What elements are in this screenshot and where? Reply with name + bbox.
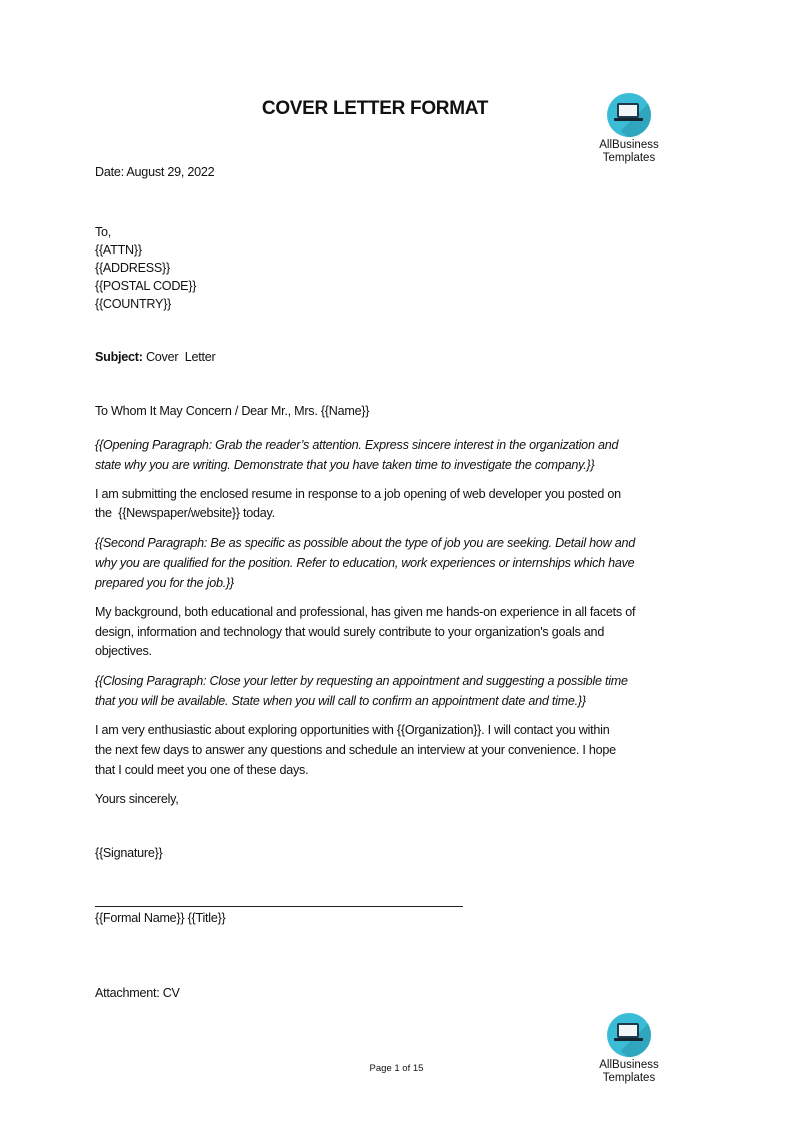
laptop-icon bbox=[607, 1013, 651, 1057]
signature-line bbox=[95, 906, 463, 907]
paragraph-line: {{Second Paragraph: Be as specific as possible about the type of job you are seeking. Detail how and bbox=[95, 536, 635, 550]
paragraph-line: design, information and technology that would surely contribute to your organization's goals and bbox=[95, 625, 605, 639]
paragraph-line: objectives. bbox=[95, 644, 152, 658]
signature-placeholder: {{Signature}} bbox=[95, 846, 163, 860]
paragraph-line: that I could meet you one of these days. bbox=[95, 763, 309, 777]
paragraph-line: I am very enthusiastic about exploring opportunities with {{Organization}}. I will contact you within bbox=[95, 723, 610, 737]
address-line: To, bbox=[95, 225, 112, 239]
logo-text-1: AllBusiness bbox=[599, 1059, 659, 1071]
paragraph-line: the next few days to answer any questions and schedule an interview at your convenience. I hope bbox=[95, 743, 616, 757]
paragraph-line: {{Closing Paragraph: Close your letter by requesting an appointment and suggesting a possible time bbox=[95, 674, 628, 688]
salutation: To Whom It May Concern / Dear Mr., Mrs. {{Name}} bbox=[95, 404, 370, 418]
paragraph-line: that you will be available. State when you will call to confirm an appointment date and time.}} bbox=[95, 694, 586, 708]
allbusiness-logo-footer bbox=[584, 1013, 674, 1085]
paragraph-line: My background, both educational and professional, has given me hands-on experience in all facets of bbox=[95, 605, 636, 619]
logo-text-1: AllBusiness bbox=[599, 139, 659, 151]
paragraph-line: why you are qualified for the position. Refer to education, work experiences or internships which have bbox=[95, 556, 635, 570]
address-line: {{ADDRESS}} bbox=[95, 261, 170, 275]
paragraph-line: I am submitting the enclosed resume in response to a job opening of web developer you posted on bbox=[95, 487, 621, 501]
date: Date: August 29, 2022 bbox=[95, 165, 215, 179]
page-title: COVER LETTER FORMAT bbox=[261, 98, 489, 119]
paragraph-line: {{Opening Paragraph: Grab the reader’s attention. Express sincere interest in the organization and bbox=[95, 438, 619, 452]
logo-text-2: Templates bbox=[602, 1072, 656, 1084]
address-line: {{COUNTRY}} bbox=[95, 297, 172, 311]
allbusiness-logo bbox=[584, 93, 674, 165]
address-line: {{ATTN}} bbox=[95, 243, 142, 257]
laptop-icon bbox=[607, 93, 651, 137]
paragraph-line: prepared you for the job.}} bbox=[95, 576, 234, 590]
logo-text-2: Templates bbox=[602, 152, 656, 164]
formal-name: {{Formal Name}} {{Title}} bbox=[95, 911, 226, 925]
attachment: Attachment: CV bbox=[95, 986, 180, 1000]
address-line: {{POSTAL CODE}} bbox=[95, 279, 197, 293]
closing: Yours sincerely, bbox=[95, 792, 179, 806]
paragraph-line: state why you are writing. Demonstrate that you have taken time to investigate the company.}} bbox=[95, 458, 595, 472]
subject bbox=[95, 349, 215, 365]
subject-label: Subject: bbox=[95, 350, 143, 364]
paragraph-line: the {{Newspaper/website}} today. bbox=[95, 506, 275, 520]
subject-value: Cover Letter bbox=[145, 350, 216, 364]
page-number: Page 1 of 15 bbox=[369, 1063, 424, 1074]
